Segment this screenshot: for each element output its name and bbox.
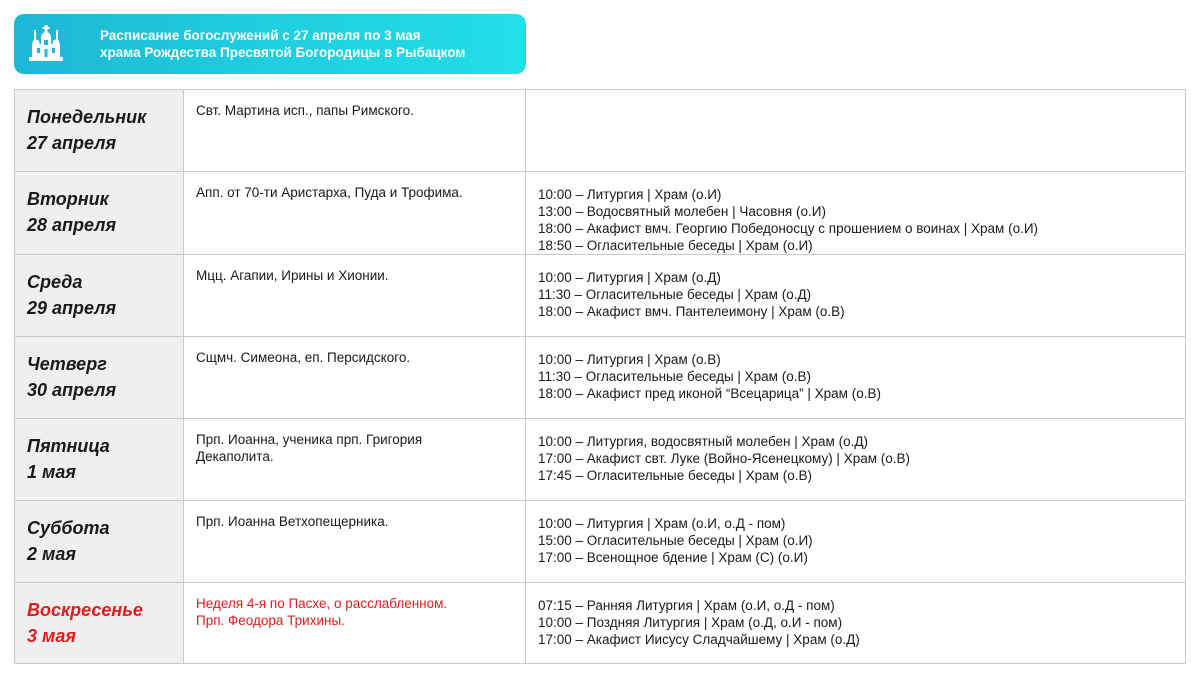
saint-text: Свт. Мартина исп., папы Римского. xyxy=(196,103,414,118)
day-cell xyxy=(15,419,184,501)
services-cell xyxy=(526,501,1186,583)
date-label: 28 апреля xyxy=(27,215,117,235)
service-item: 17:00 – Всенощное бдение | Храм (С) (о.И) xyxy=(538,550,808,565)
services-cell xyxy=(526,90,1186,172)
weekday-label: Воскресенье xyxy=(27,600,143,620)
saint-cell xyxy=(184,255,526,337)
saint-text: Мцц. Агапии, Ирины и Хионии. xyxy=(196,268,389,283)
service-item: 07:15 – Ранняя Литургия | Храм (о.И, о.Д - пом) xyxy=(538,598,835,613)
day-cell xyxy=(15,255,184,337)
title-line-1: Расписание богослужений с 27 апреля по 3 мая xyxy=(100,28,421,43)
services-cell xyxy=(526,172,1186,255)
table-row xyxy=(15,90,1186,172)
saint-cell xyxy=(184,501,526,583)
weekday-label: Вторник xyxy=(27,189,109,209)
header-banner xyxy=(14,14,526,74)
service-item: 15:00 – Огласительные беседы | Храм (о.И) xyxy=(538,533,813,548)
day-cell xyxy=(15,337,184,419)
service-item: 10:00 – Литургия | Храм (о.Д) xyxy=(538,270,721,285)
date-label: 2 мая xyxy=(27,544,76,564)
weekday-label: Суббота xyxy=(27,518,110,538)
date-label: 3 мая xyxy=(27,626,76,646)
weekday-label: Пятница xyxy=(27,436,110,456)
table-row xyxy=(15,337,1186,419)
service-item: 18:00 – Акафист пред иконой “Всецарица” | Храм (о.В) xyxy=(538,386,881,401)
table-row xyxy=(15,501,1186,583)
date-label: 27 апреля xyxy=(27,133,117,153)
saint-cell xyxy=(184,583,526,664)
weekday-label: Понедельник xyxy=(27,107,147,127)
service-item: 17:00 – Акафист свт. Луке (Войно-Ясенецкому) | Храм (о.В) xyxy=(538,451,911,466)
service-item: 18:50 – Огласительные беседы | Храм (о.И) xyxy=(538,238,813,253)
service-item: 10:00 – Литургия | Храм (о.В) xyxy=(538,352,721,367)
saint-cell xyxy=(184,90,526,172)
table-row xyxy=(15,255,1186,337)
service-item: 10:00 – Поздняя Литургия | Храм (о.Д, о.И - пом) xyxy=(538,615,843,630)
title-line-2: храма Рождества Пресвятой Богородицы в Рыбацком xyxy=(100,45,466,60)
service-item: 17:45 – Огласительные беседы | Храм (о.В) xyxy=(538,468,812,483)
service-item: 11:30 – Огласительные беседы | Храм (о.Д) xyxy=(538,287,812,302)
service-item: 10:00 – Литургия | Храм (о.И, о.Д - пом) xyxy=(538,516,786,531)
service-item: 10:00 – Литургия | Храм (о.И) xyxy=(538,187,722,202)
schedule-table xyxy=(14,89,1186,664)
services-cell xyxy=(526,255,1186,337)
day-cell xyxy=(15,172,184,255)
table-row xyxy=(15,419,1186,501)
weekday-label: Четверг xyxy=(27,354,107,374)
saint-text: Сщмч. Симеона, еп. Персидского. xyxy=(196,350,411,365)
page-title xyxy=(100,27,465,61)
services-cell xyxy=(526,337,1186,419)
saint-text: Прп. Феодора Трихины. xyxy=(196,613,345,628)
services-cell xyxy=(526,419,1186,501)
weekday-label: Среда xyxy=(27,272,83,292)
saint-cell xyxy=(184,419,526,501)
church-icon xyxy=(24,22,68,66)
service-item: 11:30 – Огласительные беседы | Храм (о.В) xyxy=(538,369,811,384)
day-cell xyxy=(15,583,184,664)
service-item: 17:00 – Акафист Иисусу Сладчайшему | Храм (о.Д) xyxy=(538,632,860,647)
date-label: 30 апреля xyxy=(27,380,117,400)
service-item: 18:00 – Акафист вмч. Пантелеимону | Храм (о.В) xyxy=(538,304,845,319)
services-cell xyxy=(526,583,1186,664)
saint-cell xyxy=(184,172,526,255)
saint-text: Неделя 4-я по Пасхе, о расслабленном. xyxy=(196,596,448,611)
day-cell xyxy=(15,90,184,172)
service-item: 10:00 – Литургия, водосвятный молебен | Храм (о.Д) xyxy=(538,434,868,449)
saint-text: Декаполита. xyxy=(196,449,274,464)
date-label: 29 апреля xyxy=(27,298,117,318)
saint-text: Апп. от 70-ти Аристарха, Пуда и Трофима. xyxy=(196,185,463,200)
saint-cell xyxy=(184,337,526,419)
service-item: 13:00 – Водосвятный молебен | Часовня (о.И) xyxy=(538,204,826,219)
table-row xyxy=(15,172,1186,255)
day-cell xyxy=(15,501,184,583)
service-item: 18:00 – Акафист вмч. Георгию Победоносцу с прошением о воинах | Храм (о.И) xyxy=(538,221,1039,236)
table-row xyxy=(15,583,1186,664)
saint-text: Прп. Иоанна Ветхопещерника. xyxy=(196,514,389,529)
saint-text: Прп. Иоанна, ученика прп. Григория xyxy=(196,432,423,447)
date-label: 1 мая xyxy=(27,462,76,482)
